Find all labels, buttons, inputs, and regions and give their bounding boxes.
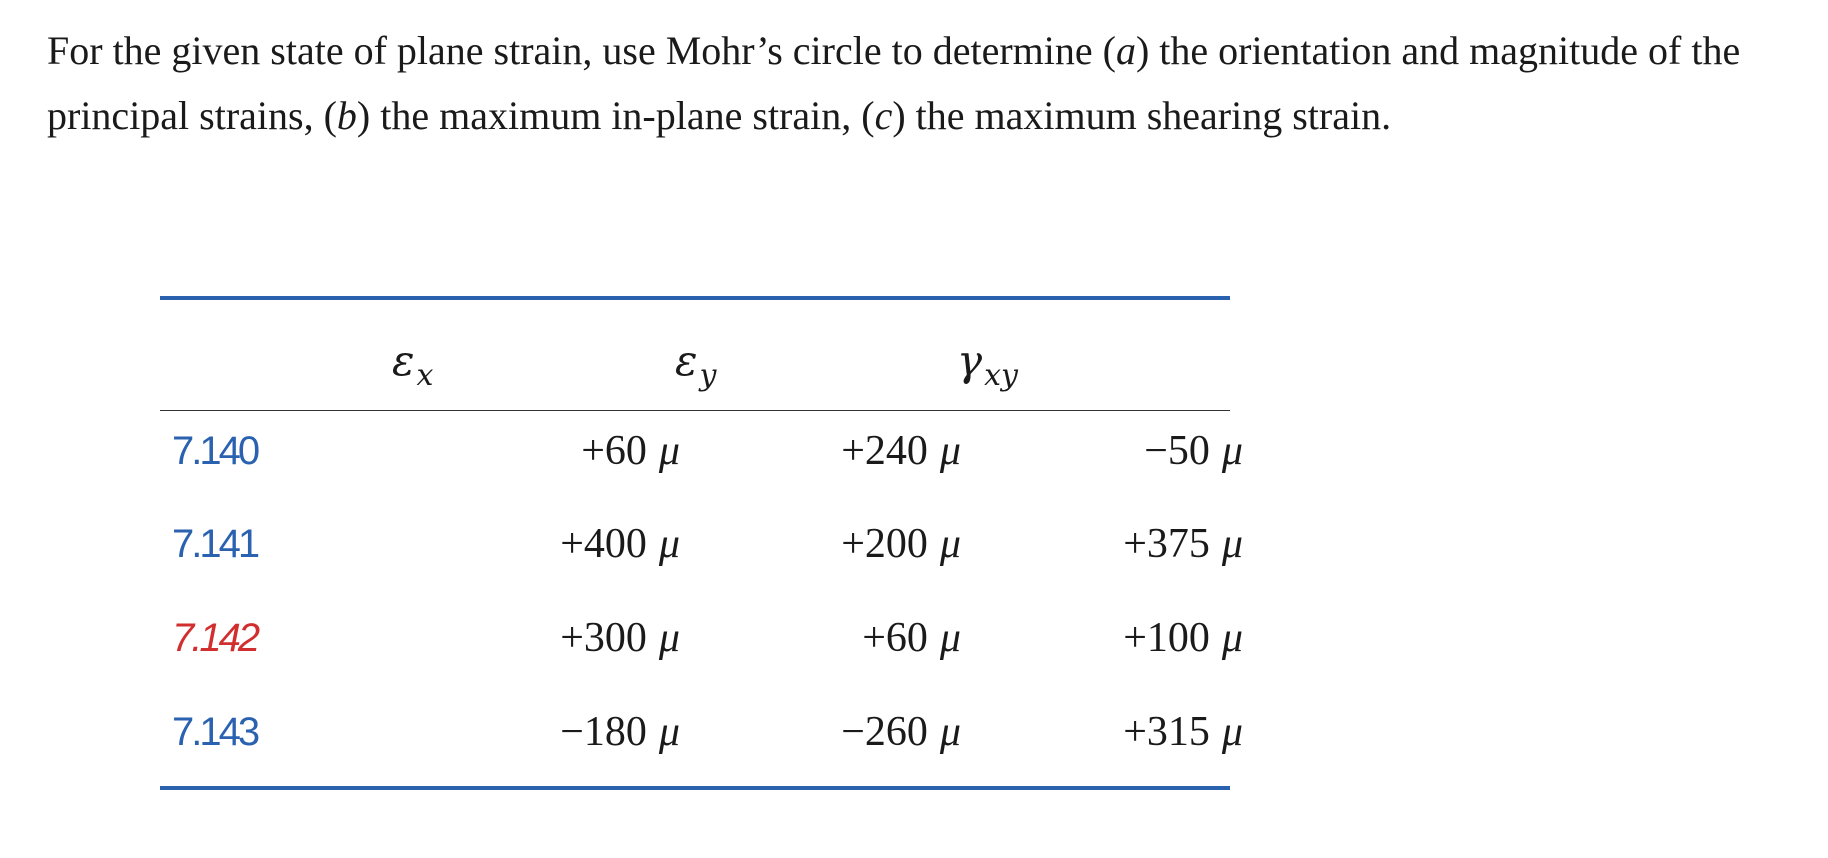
gamma-xy-value: +100 μ — [1123, 615, 1243, 661]
epsilon-y-value: −260 μ — [841, 709, 961, 755]
gamma-xy-value: −50 μ — [1144, 428, 1243, 474]
table-row — [160, 514, 1243, 574]
header-epsilon-x-symbol: ε — [392, 336, 415, 385]
epsilon-x-value: +300 μ — [560, 615, 680, 661]
header-epsilon-x — [392, 336, 433, 393]
part-c-letter: c — [874, 93, 893, 138]
part-b-letter: b — [336, 93, 357, 138]
epsilon-x-value: +400 μ — [560, 521, 680, 567]
table-bottom-rule — [160, 786, 1230, 790]
header-gamma-xy-subscript: xy — [984, 358, 1018, 393]
part-a-letter: a — [1115, 28, 1136, 73]
table-top-rule — [160, 296, 1230, 300]
gamma-xy-value: +315 μ — [1123, 709, 1243, 755]
header-epsilon-y-subscript: y — [699, 358, 717, 393]
problem-text-3: ) the maximum in-plane strain, ( — [356, 93, 875, 138]
header-epsilon-x-subscript: x — [416, 358, 434, 393]
problem-id-highlighted[interactable]: 7.142 — [172, 616, 258, 660]
gamma-xy-value: +375 μ — [1123, 521, 1243, 567]
problem-text-4: ) the maximum shearing strain. — [892, 93, 1392, 138]
problem-text-1: For the given state of plane strain, use Mohr’s circle to determine ( — [47, 28, 1116, 73]
table-row — [160, 702, 1243, 762]
header-gamma-xy — [957, 336, 1018, 393]
problem-id[interactable]: 7.141 — [172, 522, 258, 566]
table-header-rule — [160, 410, 1230, 411]
problem-id[interactable]: 7.140 — [172, 429, 258, 473]
header-epsilon-y — [675, 336, 717, 393]
problem-statement — [47, 18, 1747, 148]
table-row — [160, 608, 1243, 668]
epsilon-y-value: +240 μ — [841, 428, 961, 474]
header-gamma-xy-symbol: γ — [957, 336, 983, 385]
epsilon-x-value: −180 μ — [560, 709, 680, 755]
problem-id[interactable]: 7.143 — [172, 710, 258, 754]
problem-text-2: ) the orientation and magnitude of the principal strains, ( — [47, 28, 1741, 138]
table-row — [160, 421, 1243, 481]
epsilon-x-value: +60 μ — [581, 428, 680, 474]
header-epsilon-y-symbol: ε — [675, 336, 698, 385]
epsilon-y-value: +60 μ — [862, 615, 961, 661]
epsilon-y-value: +200 μ — [841, 521, 961, 567]
